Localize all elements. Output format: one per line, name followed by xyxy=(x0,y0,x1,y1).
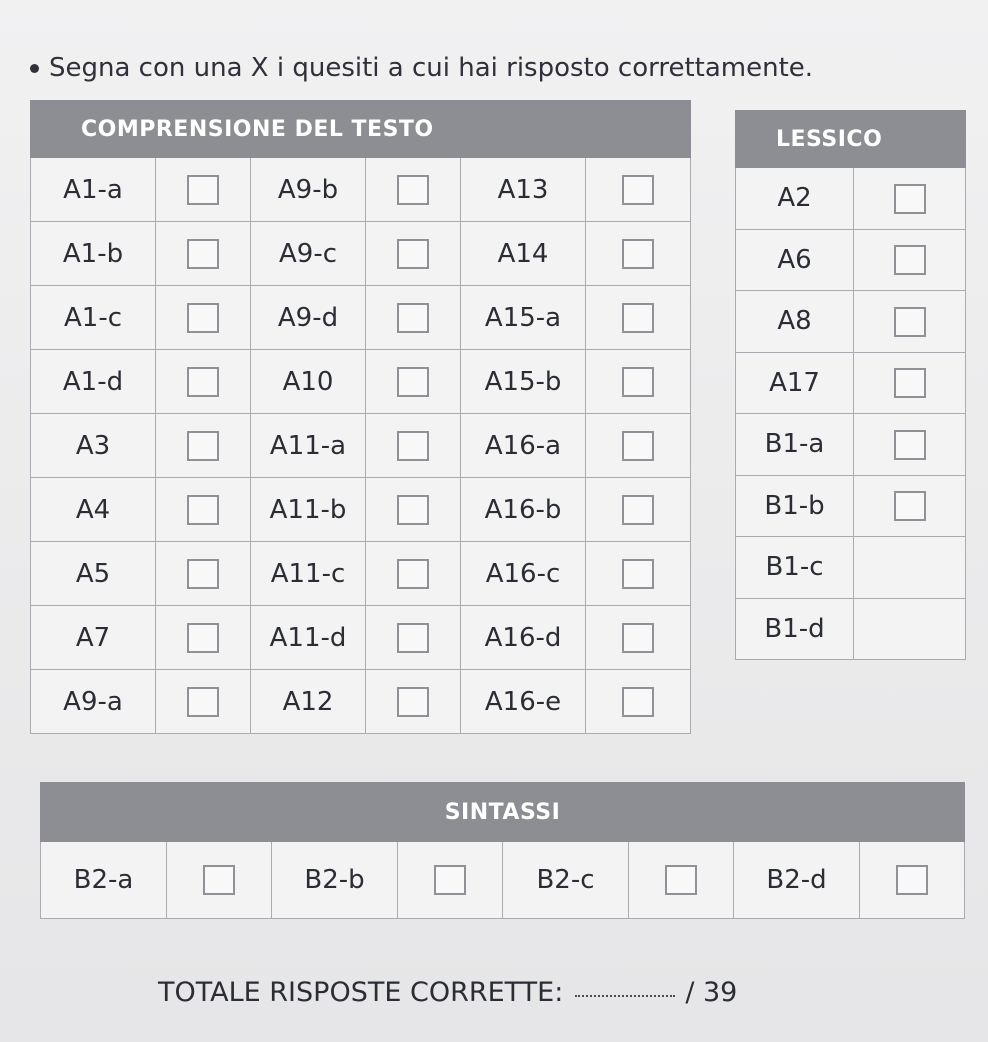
question-label: A16-e xyxy=(461,670,586,734)
checkbox-cell xyxy=(366,350,461,414)
question-label: B2-d xyxy=(734,842,860,919)
total-blank-field[interactable] xyxy=(575,994,675,997)
empty-cell xyxy=(854,598,966,660)
checkbox-cell xyxy=(366,478,461,542)
checkbox-cell xyxy=(586,478,691,542)
answer-checkbox[interactable] xyxy=(187,175,219,205)
checkbox-cell xyxy=(366,606,461,670)
answer-checkbox[interactable] xyxy=(397,303,429,333)
table-row xyxy=(31,286,691,350)
empty-cell xyxy=(854,537,966,599)
question-label: A11-d xyxy=(251,606,366,670)
checkbox-cell xyxy=(398,842,503,919)
table-row xyxy=(31,478,691,542)
question-label: A11-c xyxy=(251,542,366,606)
table-row xyxy=(41,842,965,919)
answer-checkbox[interactable] xyxy=(896,865,928,895)
checkbox-cell xyxy=(586,350,691,414)
question-label: A9-d xyxy=(251,286,366,350)
question-label: A2 xyxy=(736,168,854,230)
answer-checkbox[interactable] xyxy=(622,623,654,653)
table-row xyxy=(31,542,691,606)
checkbox-cell xyxy=(854,414,966,476)
checkbox-cell xyxy=(586,606,691,670)
checkbox-cell xyxy=(156,350,251,414)
answer-checkbox[interactable] xyxy=(894,307,926,337)
table-row xyxy=(736,414,966,476)
checkbox-cell xyxy=(156,158,251,222)
answer-checkbox[interactable] xyxy=(397,175,429,205)
checkbox-cell xyxy=(156,222,251,286)
answer-checkbox[interactable] xyxy=(894,245,926,275)
answer-checkbox[interactable] xyxy=(187,367,219,397)
question-label: B1-c xyxy=(736,537,854,599)
question-label: A15-b xyxy=(461,350,586,414)
checkbox-cell xyxy=(629,842,734,919)
checkbox-cell xyxy=(366,414,461,478)
answer-checkbox[interactable] xyxy=(187,431,219,461)
checkbox-cell xyxy=(586,670,691,734)
sintassi-title: SINTASSI xyxy=(41,783,965,842)
table-row xyxy=(31,222,691,286)
table-row xyxy=(31,670,691,734)
checkbox-cell xyxy=(366,542,461,606)
answer-checkbox[interactable] xyxy=(622,175,654,205)
lessico-table xyxy=(735,110,966,660)
answer-checkbox[interactable] xyxy=(397,367,429,397)
question-label: B1-a xyxy=(736,414,854,476)
table-row xyxy=(736,352,966,414)
answer-checkbox[interactable] xyxy=(894,491,926,521)
answer-checkbox[interactable] xyxy=(397,687,429,717)
question-label: A10 xyxy=(251,350,366,414)
answer-checkbox[interactable] xyxy=(622,431,654,461)
total-label: TOTALE RISPOSTE CORRETTE: xyxy=(158,977,564,1008)
checkbox-cell xyxy=(860,842,965,919)
question-label: A17 xyxy=(736,352,854,414)
question-label: A16-b xyxy=(461,478,586,542)
question-label: A1-b xyxy=(31,222,156,286)
answer-checkbox[interactable] xyxy=(894,430,926,460)
table-row xyxy=(736,168,966,230)
comprensione-table xyxy=(30,100,691,734)
checkbox-cell xyxy=(366,670,461,734)
question-label: A7 xyxy=(31,606,156,670)
question-label: A1-d xyxy=(31,350,156,414)
checkbox-cell xyxy=(156,542,251,606)
question-label: B1-d xyxy=(736,598,854,660)
answer-checkbox[interactable] xyxy=(622,239,654,269)
question-label: A4 xyxy=(31,478,156,542)
checkbox-cell xyxy=(586,542,691,606)
table-row xyxy=(736,475,966,537)
question-label: A14 xyxy=(461,222,586,286)
checkbox-cell xyxy=(854,168,966,230)
question-label: A11-a xyxy=(251,414,366,478)
answer-checkbox[interactable] xyxy=(622,687,654,717)
answer-checkbox[interactable] xyxy=(187,623,219,653)
answer-checkbox[interactable] xyxy=(187,303,219,333)
table-row xyxy=(736,598,966,660)
answer-checkbox[interactable] xyxy=(187,239,219,269)
question-label: A5 xyxy=(31,542,156,606)
checkbox-cell xyxy=(854,352,966,414)
question-label: A9-b xyxy=(251,158,366,222)
table-row xyxy=(736,229,966,291)
comprensione-title: COMPRENSIONE DEL TESTO xyxy=(31,101,691,158)
checkbox-cell xyxy=(366,222,461,286)
checkbox-cell xyxy=(156,606,251,670)
answer-checkbox[interactable] xyxy=(187,559,219,589)
answer-checkbox[interactable] xyxy=(397,239,429,269)
question-label: A1-c xyxy=(31,286,156,350)
checkbox-cell xyxy=(854,229,966,291)
answer-checkbox[interactable] xyxy=(622,367,654,397)
checkbox-cell xyxy=(156,670,251,734)
answer-checkbox[interactable] xyxy=(203,865,235,895)
question-label: A11-b xyxy=(251,478,366,542)
answer-checkbox[interactable] xyxy=(622,495,654,525)
checkbox-cell xyxy=(366,158,461,222)
question-label: B2-a xyxy=(41,842,167,919)
answer-checkbox[interactable] xyxy=(187,495,219,525)
answer-checkbox[interactable] xyxy=(622,559,654,589)
checkbox-cell xyxy=(586,222,691,286)
answer-checkbox[interactable] xyxy=(434,865,466,895)
question-label: A3 xyxy=(31,414,156,478)
question-label: A9-c xyxy=(251,222,366,286)
answer-checkbox[interactable] xyxy=(187,687,219,717)
question-label: A12 xyxy=(251,670,366,734)
question-label: A16-a xyxy=(461,414,586,478)
checkbox-cell xyxy=(167,842,272,919)
table-row xyxy=(736,291,966,353)
instruction-text: Segna con una X i quesiti a cui hai risposto correttamente. xyxy=(49,53,814,83)
question-label: B2-c xyxy=(503,842,629,919)
question-label: A13 xyxy=(461,158,586,222)
answer-checkbox[interactable] xyxy=(622,303,654,333)
checkbox-cell xyxy=(586,158,691,222)
table-row xyxy=(736,537,966,599)
checkbox-cell xyxy=(586,414,691,478)
question-label: A6 xyxy=(736,229,854,291)
question-label: A8 xyxy=(736,291,854,353)
table-row xyxy=(31,158,691,222)
bullet-icon xyxy=(30,64,39,73)
answer-checkbox[interactable] xyxy=(894,368,926,398)
answer-checkbox[interactable] xyxy=(894,184,926,214)
checkbox-cell xyxy=(586,286,691,350)
checkbox-cell xyxy=(156,478,251,542)
checkbox-cell xyxy=(366,286,461,350)
sintassi-table xyxy=(40,782,965,919)
checkbox-cell xyxy=(156,286,251,350)
question-label: A1-a xyxy=(31,158,156,222)
total-line xyxy=(158,970,918,1016)
table-row xyxy=(31,606,691,670)
question-label: A9-a xyxy=(31,670,156,734)
question-label: B2-b xyxy=(272,842,398,919)
question-label: A15-a xyxy=(461,286,586,350)
checkbox-cell xyxy=(854,475,966,537)
question-label: A16-d xyxy=(461,606,586,670)
question-label: A16-c xyxy=(461,542,586,606)
lessico-title: LESSICO xyxy=(736,111,966,168)
total-max: / 39 xyxy=(685,977,738,1008)
checkbox-cell xyxy=(854,291,966,353)
answer-checkbox[interactable] xyxy=(665,865,697,895)
table-row xyxy=(31,350,691,414)
instruction xyxy=(30,48,930,88)
answer-checkbox[interactable] xyxy=(397,559,429,589)
answer-checkbox[interactable] xyxy=(397,495,429,525)
answer-checkbox[interactable] xyxy=(397,431,429,461)
table-row xyxy=(31,414,691,478)
question-label: B1-b xyxy=(736,475,854,537)
checkbox-cell xyxy=(156,414,251,478)
answer-checkbox[interactable] xyxy=(397,623,429,653)
